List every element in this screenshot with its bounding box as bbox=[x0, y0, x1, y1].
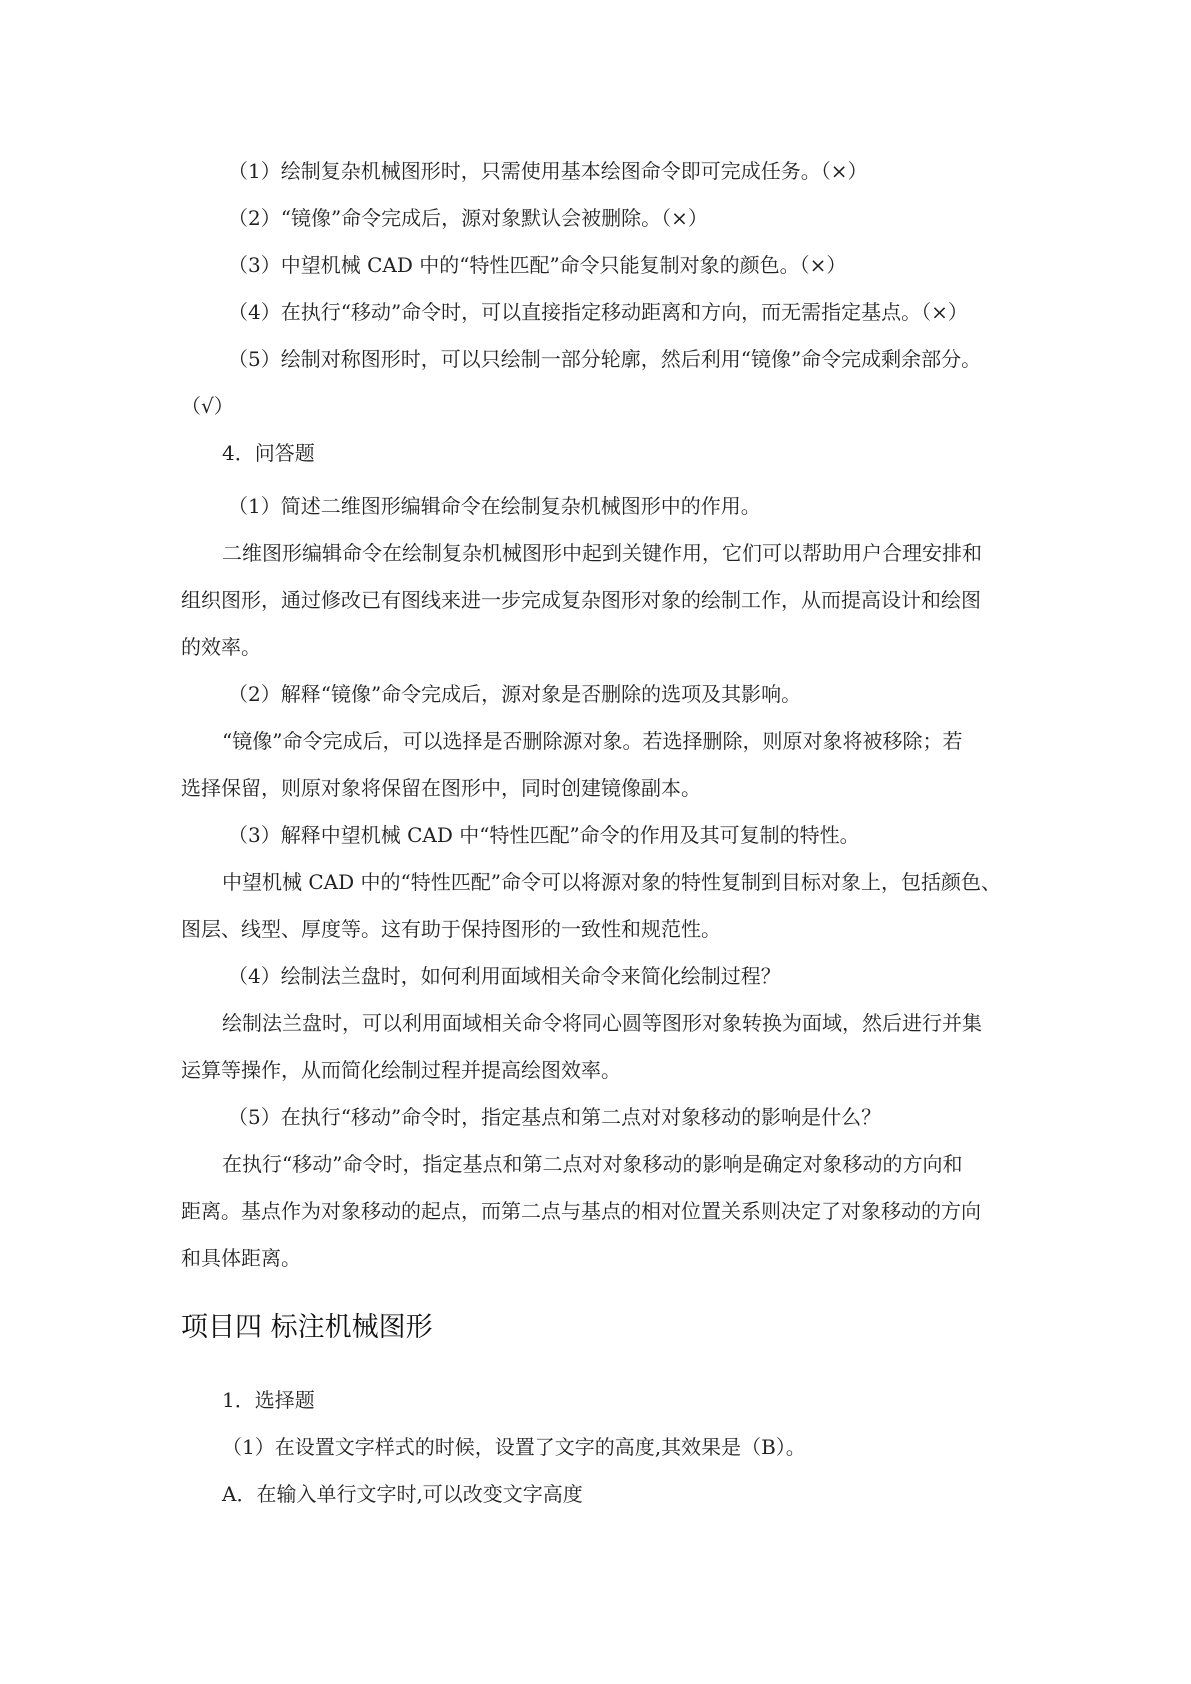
qa-question-3: （3）解释中望机械 CAD 中“特性匹配”命令的作用及其可复制的特性。 bbox=[228, 823, 860, 847]
qa-answer-3-line-2: 图层、线型、厚度等。这有助于保持图形的一致性和规范性。 bbox=[181, 917, 721, 941]
tf-item-5: （5）绘制对称图形时，可以只绘制一部分轮廓，然后利用“镜像”命令完成剩余部分。 bbox=[228, 347, 982, 371]
qa-question-2: （2）解释“镜像”命令完成后，源对象是否删除的选项及其影响。 bbox=[228, 682, 802, 706]
qa-answer-2-line-2: 选择保留，则原对象将保留在图形中，同时创建镜像副本。 bbox=[181, 776, 701, 800]
qa-question-1: （1）简述二维图形编辑命令在绘制复杂机械图形中的作用。 bbox=[228, 494, 761, 518]
choice-section-title: 1．选择题 bbox=[222, 1388, 315, 1412]
tf-item-3: （3）中望机械 CAD 中的“特性匹配”命令只能复制对象的颜色。（×） bbox=[228, 253, 847, 277]
qa-answer-1-line-3: 的效率。 bbox=[181, 635, 261, 659]
qa-answer-2-line-1: “镜像”命令完成后，可以选择是否删除源对象。若选择删除，则原对象将被移除；若 bbox=[222, 729, 963, 753]
qa-answer-1-line-1: 二维图形编辑命令在绘制复杂机械图形中起到关键作用，它们可以帮助用户合理安排和 bbox=[222, 541, 982, 565]
tf-item-1: （1）绘制复杂机械图形时，只需使用基本绘图命令即可完成任务。（×） bbox=[228, 159, 868, 183]
qa-answer-4-line-2: 运算等操作，从而简化绘制过程并提高绘图效率。 bbox=[181, 1058, 621, 1082]
tf-item-5-answer: （√） bbox=[181, 394, 234, 418]
qa-answer-5-line-3: 和具体距离。 bbox=[181, 1246, 301, 1270]
tf-item-2: （2）“镜像”命令完成后，源对象默认会被删除。（×） bbox=[228, 206, 708, 230]
tf-item-4: （4）在执行“移动”命令时，可以直接指定移动距离和方向，而无需指定基点。（×） bbox=[228, 300, 968, 324]
project-heading: 项目四 标注机械图形 bbox=[181, 1312, 433, 1343]
qa-section-title: 4．问答题 bbox=[222, 441, 315, 465]
qa-answer-5-line-2: 距离。基点作为对象移动的起点，而第二点与基点的相对位置关系则决定了对象移动的方向 bbox=[181, 1199, 981, 1223]
choice-option-a: A．在输入单行文字时,可以改变文字高度 bbox=[222, 1482, 583, 1506]
qa-answer-3-line-1: 中望机械 CAD 中的“特性匹配”命令可以将源对象的特性复制到目标对象上，包括颜色、 bbox=[222, 870, 1001, 894]
qa-question-5: （5）在执行“移动”命令时，指定基点和第二点对对象移动的影响是什么？ bbox=[228, 1105, 882, 1129]
qa-answer-5-line-1: 在执行“移动”命令时，指定基点和第二点对对象移动的影响是确定对象移动的方向和 bbox=[222, 1152, 963, 1176]
qa-question-4: （4）绘制法兰盘时，如何利用面域相关命令来简化绘制过程？ bbox=[228, 964, 781, 988]
qa-answer-1-line-2: 组织图形，通过修改已有图线来进一步完成复杂图形对象的绘制工作，从而提高设计和绘图 bbox=[181, 588, 981, 612]
qa-answer-4-line-1: 绘制法兰盘时，可以利用面域相关命令将同心圆等图形对象转换为面域，然后进行并集 bbox=[222, 1011, 982, 1035]
choice-question-1: （1）在设置文字样式的时候，设置了文字的高度,其效果是（B）。 bbox=[222, 1435, 806, 1459]
